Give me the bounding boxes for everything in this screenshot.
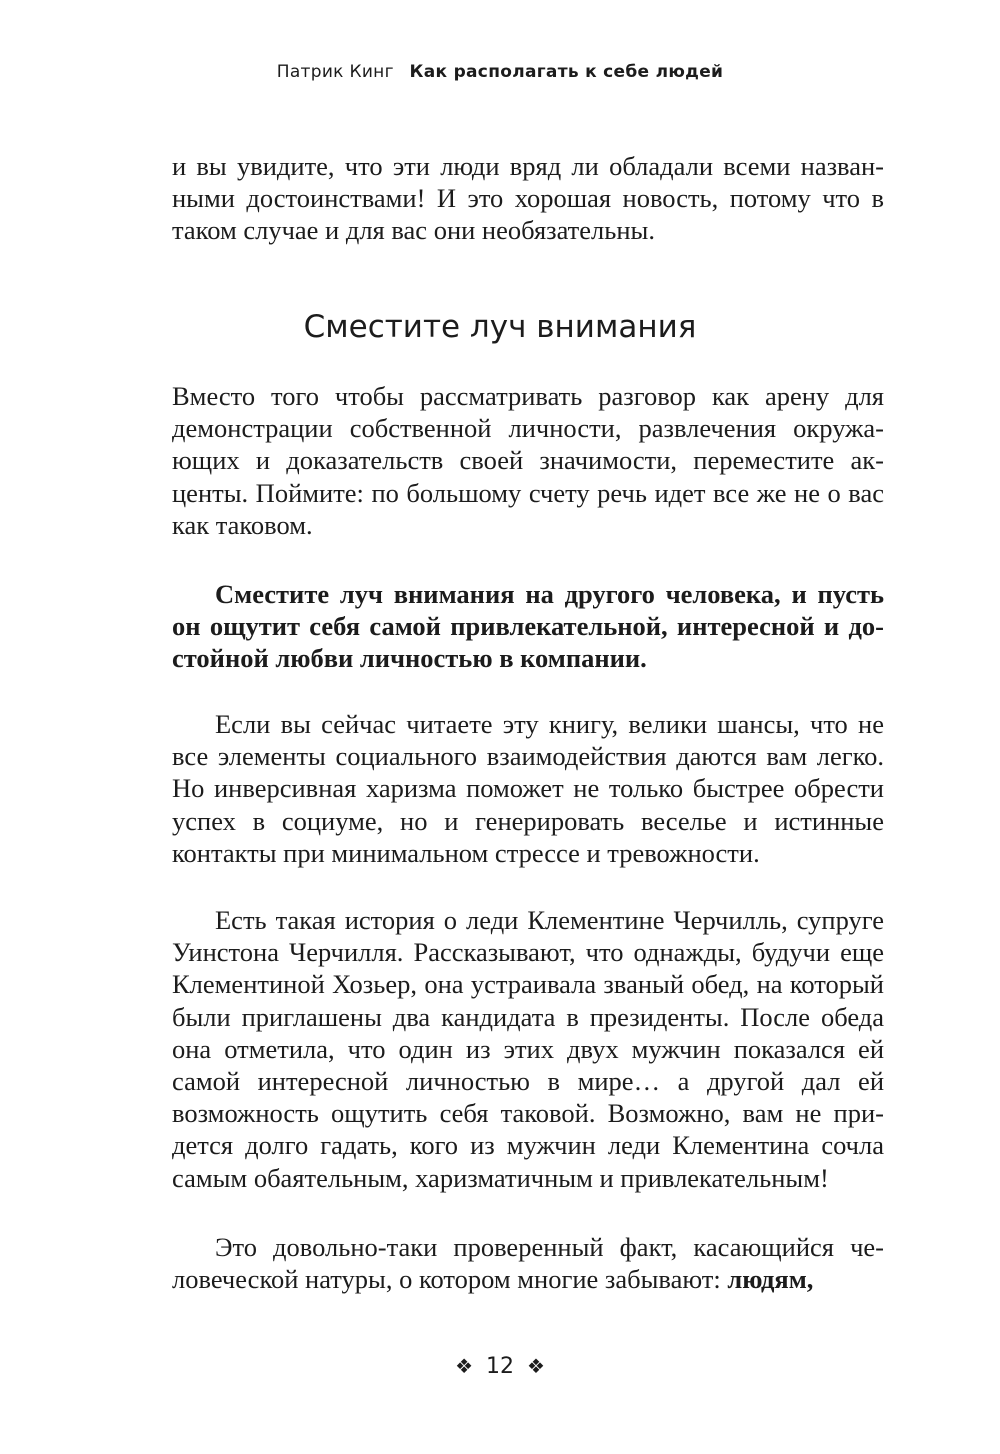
page-number: 12 (486, 1354, 514, 1379)
paragraph-intro: Вместо того чтобы рассматривать разговор как арену для демонстрации собственной личности, развлечения окружающих и доказательств своей значимости, переместите акценты. Поймите: по большому счету речь идет все же не о вас как таковом. (172, 381, 884, 540)
paragraph-churchill-story: Есть такая история о леди Клементине Черчилль, супруге Уинстона Черчилля. Рассказывают, что однажды, будучи еще Клементиной Хозьер, она устраивала званый обед, на который были приглашены два кандидата в президенты. После обеда она отметила, что один из этих двух мужчин показался ей самой интересной личностью в мире… а другой дал ей возможность ощутить себя таковой. Возможно, вам не придется долго гадать, кого из мужчин леди Клементина сочла самым обаятельным, харизматичным и привлекательным! (172, 905, 884, 1193)
paragraph-fact (172, 1231, 884, 1295)
paragraph-highlight: Сместите луч внимания на другого человека, и пусть он ощутит себя самой привлекательной, интересной и достойной любви личностью в компании. (172, 579, 884, 674)
paragraph-continuation: и вы увидите, что эти люди вряд ли обладали всеми названными достоинствами! И это хорошая новость, потому что в таком случае и для вас они необязательны. (172, 151, 884, 246)
paragraph-fact-text: Это довольно-таки проверенный факт, касающийся человеческой натуры, о котором многие забывают: (172, 1232, 884, 1295)
paragraph-charisma: Если вы сейчас читаете эту книгу, велики шансы, что не все элементы социального взаимодействия даются вам легко. Но инверсивная харизма поможет не только быстрее обрести успех в социуме, но и генерировать веселье и истинные контакты при минимальном стрессе и тревожности. (172, 709, 884, 868)
running-header (0, 62, 1000, 82)
ornament-left-icon: ❖ (455, 1354, 473, 1378)
ornament-right-icon: ❖ (527, 1354, 545, 1378)
header-book-title: Как располагать к себе людей (409, 62, 724, 82)
paragraph-fact-bold: людям, (727, 1264, 814, 1295)
page-footer (0, 1354, 1000, 1379)
header-author: Патрик Кинг (276, 62, 394, 82)
section-title: Сместите луч внимания (303, 309, 697, 345)
